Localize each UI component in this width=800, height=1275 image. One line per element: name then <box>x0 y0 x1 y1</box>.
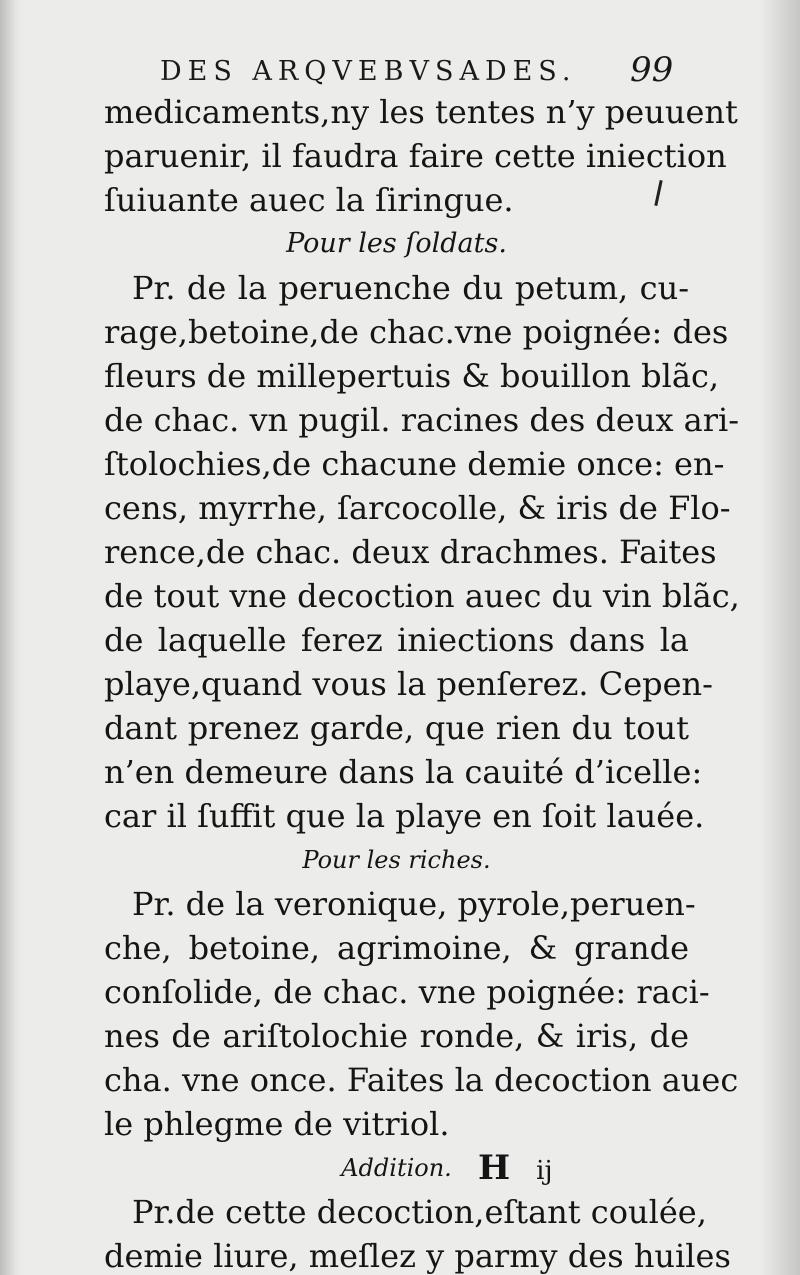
text-line: le phlegme de vitriol. <box>104 1105 450 1143</box>
text-line: nes de ariſtolochie ronde, & iris, de <box>104 1017 689 1055</box>
text-line: car il ſuffit que la playe en ſoit lauée. <box>104 797 705 835</box>
text-line: demie liure, meſlez y parmy des huiles <box>104 1237 731 1275</box>
text-line: rence,de chac. deux drachmes. Faites <box>104 533 717 571</box>
section-heading-riches: Pour les riches. <box>302 846 491 874</box>
text-line: conſolide, de chac. vne poignée: raci- <box>104 973 710 1011</box>
text-line: ſuiuante auec la ſiringue. <box>104 181 514 219</box>
text-line: cha. vne once. Faites la decoction auec <box>104 1061 739 1099</box>
text-line: medicaments,ny les tentes n’y peuuent <box>104 93 738 131</box>
page-text <box>104 90 740 1275</box>
signature-number: ij <box>536 1156 553 1186</box>
section-heading-soldats: Pour les ſoldats. <box>286 228 507 259</box>
text-line: Pr.de cette decoction,eſtant coulée, <box>132 1193 707 1231</box>
text-line: n’en demeure dans la cauité d’icelle: <box>104 753 703 791</box>
text-line: dant prenez garde, que rien du tout <box>104 709 689 747</box>
text-line: Pr. de la peruenche du petum, cu- <box>132 269 689 307</box>
signature-mark <box>478 1148 553 1188</box>
text-line: cens, myrrhe, ſarcocolle, & iris de Flo- <box>104 489 731 527</box>
text-line: ſtolochies,de chacune demie once: en- <box>104 445 725 483</box>
text-line: de laquelle ferez iniections dans la <box>104 621 689 659</box>
text-line: paruenir, il faudra faire cette iniection <box>104 137 727 175</box>
text-line: playe,quand vous la penſerez. Cepen- <box>104 665 713 703</box>
section-heading-addition: Addition. <box>341 1154 452 1182</box>
text-line: rage,betoine,de chac.vne poignée: des <box>104 313 729 351</box>
text-line: Pr. de la veronique, pyrole,peruen- <box>132 885 696 923</box>
signature-letter: H <box>478 1148 511 1188</box>
text-line: che, betoine, agrimoine, & grande <box>104 929 689 967</box>
text-line: de tout vne decoction auec du vin blãc, <box>104 577 740 615</box>
page-number: 99 <box>630 50 674 90</box>
running-head <box>160 50 680 94</box>
text-line: de chac. vn pugil. racines des deux ari- <box>104 401 740 439</box>
running-title: DES ARQVEBVSADES. <box>160 56 577 87</box>
text-line: fleurs de millepertuis & bouillon blãc, <box>104 357 720 395</box>
